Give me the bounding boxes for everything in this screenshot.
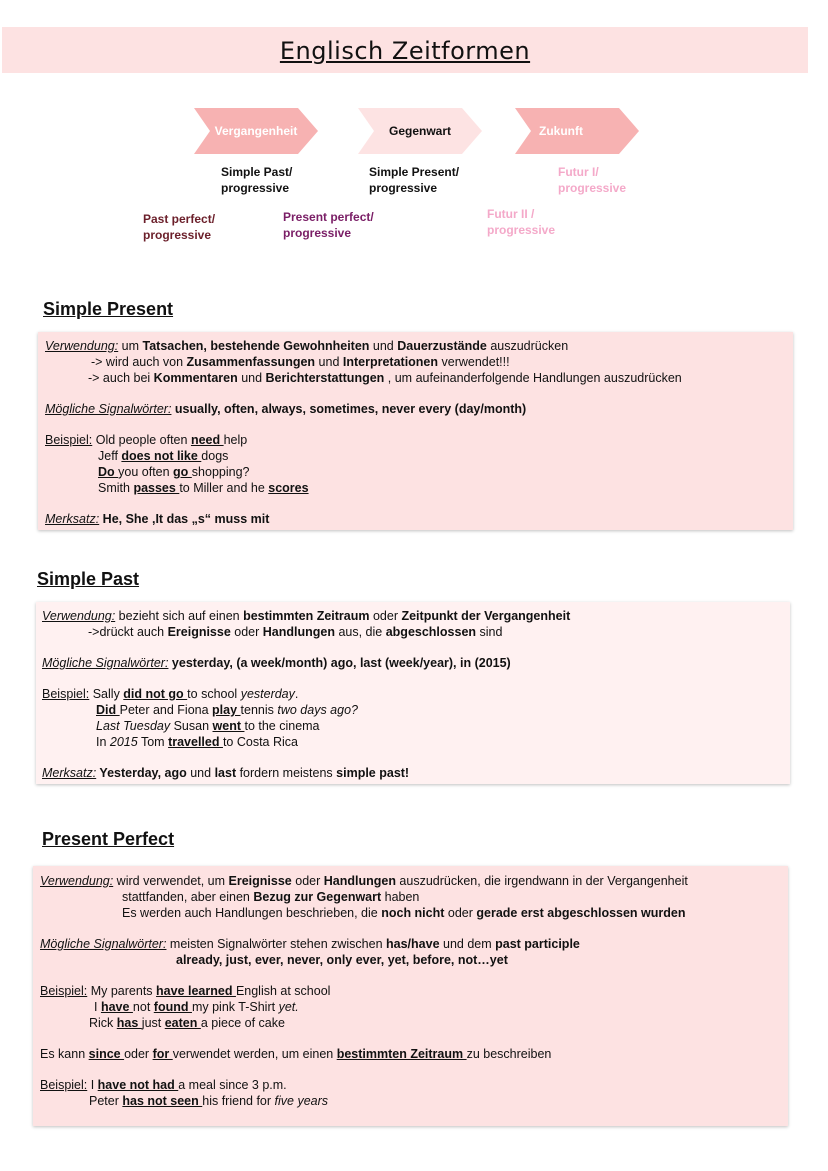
- signal-words-line: Mögliche Signalwörter: usually, often, always, sometimes, never every (day/month): [45, 402, 527, 416]
- stage-label: Zukunft: [539, 124, 583, 138]
- tense-simple-past: [221, 164, 292, 196]
- usage-line: -> auch bei Kommentaren und Berichterstattungen , um aufeinanderfolgende Handlungen auszudrücken: [88, 371, 682, 385]
- tense-simple-present: [369, 164, 459, 196]
- merksatz-line: Merksatz: He, She ,It das „s“ muss mit: [45, 512, 270, 526]
- tense-present-perfect: [283, 209, 374, 241]
- page-title: Englisch Zeitformen: [279, 37, 531, 65]
- example-line: Beispiel: Old people often need help: [45, 433, 248, 447]
- example-line: Did Peter and Fiona play tennis two days ago?: [96, 703, 358, 717]
- merksatz-line: Merksatz: Yesterday, ago und last fordern meistens simple past!: [42, 766, 410, 780]
- example-line: I have not found my pink T-Shirt yet.: [94, 1000, 299, 1014]
- tense-line: progressive: [283, 226, 352, 240]
- usage-line: Verwendung: bezieht sich auf einen bestimmten Zeitraum oder Zeitpunkt der Vergangenheit: [42, 609, 571, 623]
- example-line: Smith passes to Miller and he scores: [98, 481, 309, 495]
- example-line: Beispiel: Sally did not go to school yesterday.: [42, 687, 299, 701]
- usage-line: Verwendung: um Tatsachen, bestehende Gewohnheiten und Dauerzustände auszudrücken: [45, 339, 569, 353]
- tense-past-perfect: [143, 211, 215, 243]
- chevron-zukunft: [515, 108, 639, 154]
- example-line: Last Tuesday Susan went to the cinema: [96, 719, 320, 733]
- simple-past-box: [36, 602, 790, 784]
- tense-line: Futur I/: [558, 165, 599, 179]
- tense-line: Simple Present/: [369, 165, 460, 179]
- example-line: In 2015 Tom travelled to Costa Rica: [96, 735, 298, 749]
- usage-line: Verwendung: wird verwendet, um Ereignisse oder Handlungen auszudrücken, die irgendwann in der Vergangenheit: [40, 874, 688, 888]
- section-heading-present-perfect: Present Perfect: [42, 829, 175, 849]
- tense-line: progressive: [487, 223, 556, 237]
- usage-line: ->drückt auch Ereignisse oder Handlungen aus, die abgeschlossen sind: [88, 625, 503, 639]
- tense-futur-1: [558, 164, 626, 196]
- example-line: Do you often go shopping?: [98, 465, 250, 479]
- chevron-gegenwart: [358, 108, 482, 154]
- usage-line: stattfanden, aber einen Bezug zur Gegenwart haben: [122, 890, 420, 904]
- tense-line: Futur II /: [487, 207, 535, 221]
- usage-line: Es werden auch Handlungen beschrieben, die noch nicht oder gerade erst abgeschlossen wurden: [122, 906, 686, 920]
- since-for-line: Es kann since oder for verwendet werden, um einen bestimmten Zeitraum zu beschreiben: [40, 1047, 552, 1061]
- example-line: Beispiel: I have not had a meal since 3 p.m.: [40, 1078, 287, 1092]
- present-perfect-box: [33, 866, 788, 1126]
- stage-label: Vergangenheit: [214, 124, 298, 138]
- example-line: Beispiel: My parents have learned English at school: [40, 984, 331, 998]
- example-line: Jeff does not like dogs: [98, 449, 229, 463]
- example-line: Peter has not seen his friend for five years: [89, 1094, 329, 1108]
- section-heading-simple-past: Simple Past: [37, 569, 140, 589]
- tense-line: progressive: [143, 228, 212, 242]
- tense-line: progressive: [558, 181, 627, 195]
- signal-words-line: Mögliche Signalwörter: yesterday, (a week/month) ago, last (week/year), in (2015): [42, 656, 511, 670]
- example-line: Rick has just eaten a piece of cake: [89, 1016, 285, 1030]
- tense-line: progressive: [369, 181, 438, 195]
- signal-words-line: Mögliche Signalwörter: meisten Signalwörter stehen zwischen has/have und dem past participle: [40, 937, 580, 951]
- section-heading-simple-present: Simple Present: [43, 299, 174, 319]
- tense-line: Simple Past/: [221, 165, 293, 179]
- chevron-vergangenheit: [194, 108, 318, 154]
- title-bar: [2, 27, 808, 73]
- simple-present-box: [38, 332, 793, 530]
- signal-words-line: already, just, ever, never, only ever, yet, before, not…yet: [176, 953, 508, 967]
- tense-line: Past perfect/: [143, 212, 216, 226]
- tense-futur-2: [487, 206, 555, 238]
- stage-label: Gegenwart: [388, 124, 451, 138]
- tense-line: progressive: [221, 181, 290, 195]
- usage-line: -> wird auch von Zusammenfassungen und Interpretationen verwendet!!!: [91, 355, 510, 369]
- tense-line: Present perfect/: [283, 210, 374, 224]
